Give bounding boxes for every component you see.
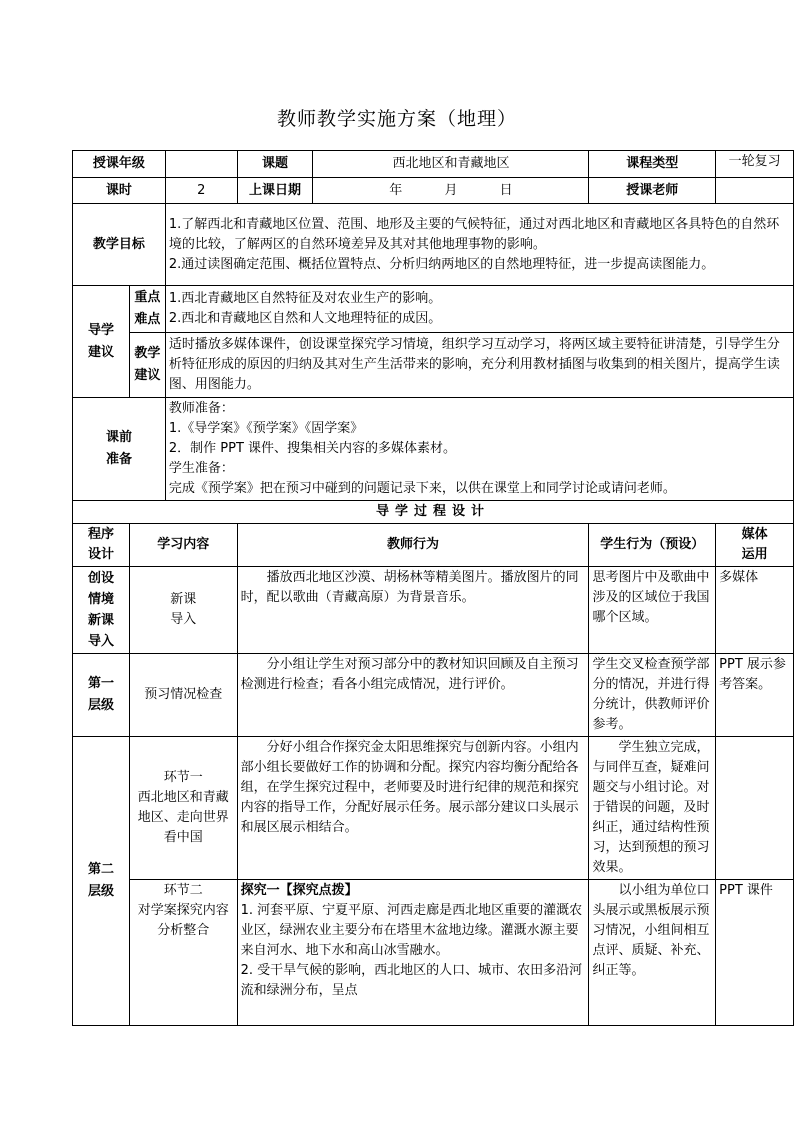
grade-label: 授课年级 bbox=[73, 151, 166, 178]
row3-student-b: 以小组为单位口头展示或黑板展示预习情况，小组间相互点评、质疑、补充、纠正等。 bbox=[589, 880, 716, 1026]
row3-teacher-b-item-1: 1. 河套平原、宁夏平原、河西走廊是西北地区重要的灌溉农业区，绿洲农业主要分布在塔里木盆地边缘。灌溉水源主要来自河水、地下水和高山冰雪融水。 bbox=[240, 903, 583, 958]
table-row bbox=[73, 880, 794, 1026]
prep-teacher-item-1: 1.《导学案》《预学案》《固学案》 bbox=[168, 421, 364, 436]
process-section-title: 导学过程设计 bbox=[73, 501, 794, 524]
focus-line-2: 2.西北和青藏地区自然和人文地理特征的成因。 bbox=[168, 311, 442, 326]
row2-media: PPT 展示参考答案。 bbox=[716, 654, 794, 737]
prep-teacher-title: 教师准备： bbox=[168, 401, 234, 416]
row2-content: 预习情况检查 bbox=[129, 654, 237, 737]
goals-line-2: 2.通过读图确定范围、概括位置特点、分析归纳两地区的自然地理特征，进一步提高读图能力。 bbox=[168, 256, 715, 272]
method-label: 教学建议 bbox=[129, 333, 165, 398]
row3-teacher-b bbox=[237, 880, 589, 1026]
header-teacher: 教师行为 bbox=[237, 524, 589, 567]
date-value bbox=[313, 178, 589, 204]
row2-student: 学生交叉检查预学部分的情况，并进行得分统计，供教师评价参考。 bbox=[589, 654, 716, 737]
row1-procedure: 创设情境新课导入 bbox=[73, 567, 130, 654]
header-media: 媒体运用 bbox=[716, 524, 794, 567]
row2-teacher: 分小组让学生对预习部分中的教材知识回顾及自主预习检测进行检查；看各小组完成情况，进行评价。 bbox=[237, 654, 589, 737]
document-title: 教师教学实施方案（地理） bbox=[276, 108, 517, 130]
lesson-plan-table bbox=[72, 150, 794, 1026]
row3-teacher-a: 分好小组合作探究金太阳思维探究与创新内容。小组内部小组长要做好工作的协调和分配。探究内容均衡分配给各组，在学生探究过程中，老师要及时进行纪律的规范和探究内容的指导工作，分配好展示任务。展示部分建议口头展示和展区展示相结合。 bbox=[237, 737, 589, 880]
row3-teacher-b-item-2: 2. 受干旱气候的影响，西北地区的人口、城市、农田多沿河流和绿洲分布，呈点 bbox=[240, 963, 583, 998]
table-row bbox=[73, 737, 794, 880]
topic-label: 课题 bbox=[237, 151, 313, 178]
row3-student-a: 学生独立完成，与同伴互查，疑难问题交与小组讨论。对于错误的问题，及时纠正，通过结构性预习，达到预想的预习效果。 bbox=[589, 737, 716, 880]
prep-student-item: 完成《预学案》把在预习中碰到的问题记录下来，以供在课堂上和同学讨论或请问老师。 bbox=[168, 481, 676, 496]
row2-procedure: 第一层级 bbox=[73, 654, 130, 737]
date-day: 日 bbox=[499, 182, 513, 198]
guidance-label: 导学建议 bbox=[73, 286, 130, 398]
hours-value: 2 bbox=[165, 178, 237, 204]
table-row bbox=[73, 654, 794, 737]
grade-value bbox=[165, 151, 237, 178]
row3-media-b: PPT 课件 bbox=[716, 880, 794, 1026]
focus-content bbox=[165, 286, 793, 333]
row3-teacher-b-title: 探究一【探究点拨】 bbox=[240, 883, 358, 898]
goals-content bbox=[165, 204, 793, 286]
row3-procedure: 第二层级 bbox=[73, 737, 130, 1026]
teacher-value bbox=[716, 178, 794, 204]
date-label: 上课日期 bbox=[237, 178, 313, 204]
course-type-value: 一轮复习 bbox=[716, 151, 794, 178]
goals-label: 教学目标 bbox=[73, 204, 166, 286]
prep-student-title: 学生准备： bbox=[168, 461, 234, 476]
prep-teacher-item-2: 2．制作 PPT 课件、搜集相关内容的多媒体素材。 bbox=[168, 441, 457, 456]
prep-content bbox=[165, 398, 793, 501]
header-content: 学习内容 bbox=[129, 524, 237, 567]
row3-content-a: 环节一 西北地区和青藏地区、走向世界看中国 bbox=[129, 737, 237, 880]
goals-line-1: 1.了解西北和青藏地区位置、范围、地形及主要的气候特征，通过对西北地区和青藏地区各具特色的自然环境的比较，了解两区的自然环境差异及其对其他地理事物的影响。 bbox=[168, 216, 780, 252]
row1-student: 思考图片中及歌曲中涉及的区域位于我国哪个区域。 bbox=[589, 567, 716, 654]
focus-label: 重点难点 bbox=[129, 286, 165, 333]
focus-line-1: 1.西北青藏地区自然特征及对农业生产的影响。 bbox=[168, 291, 442, 306]
table-row bbox=[73, 567, 794, 654]
header-student: 学生行为（预设） bbox=[589, 524, 716, 567]
course-type-label: 课程类型 bbox=[589, 151, 716, 178]
method-content: 适时播放多媒体课件，创设课堂探究学习情境，组织学习互动学习，将两区域主要特征讲清楚，引导学生分析特征形成的原因的归纳及其对生产生活带来的影响，充分利用教材插图与收集到的相关图片，提高学生读图、用图能力。 bbox=[165, 333, 793, 398]
row1-teacher: 播放西北地区沙漠、胡杨林等精美图片。播放图片的同时，配以歌曲（青藏高原）为背景音乐。 bbox=[237, 567, 589, 654]
topic-value: 西北地区和青藏地区 bbox=[313, 151, 589, 178]
prep-label: 课前准备 bbox=[73, 398, 166, 501]
row1-content: 新课 导入 bbox=[129, 567, 237, 654]
teacher-label: 授课老师 bbox=[589, 178, 716, 204]
row1-media: 多媒体 bbox=[716, 567, 794, 654]
date-month: 月 bbox=[444, 182, 458, 198]
hours-label: 课时 bbox=[73, 178, 166, 204]
date-year: 年 bbox=[389, 182, 403, 198]
header-procedure: 程序设计 bbox=[73, 524, 130, 567]
row3-content-b: 环节二 对学案探究内容分析整合 bbox=[129, 880, 237, 1026]
row3-media-a bbox=[716, 737, 794, 880]
